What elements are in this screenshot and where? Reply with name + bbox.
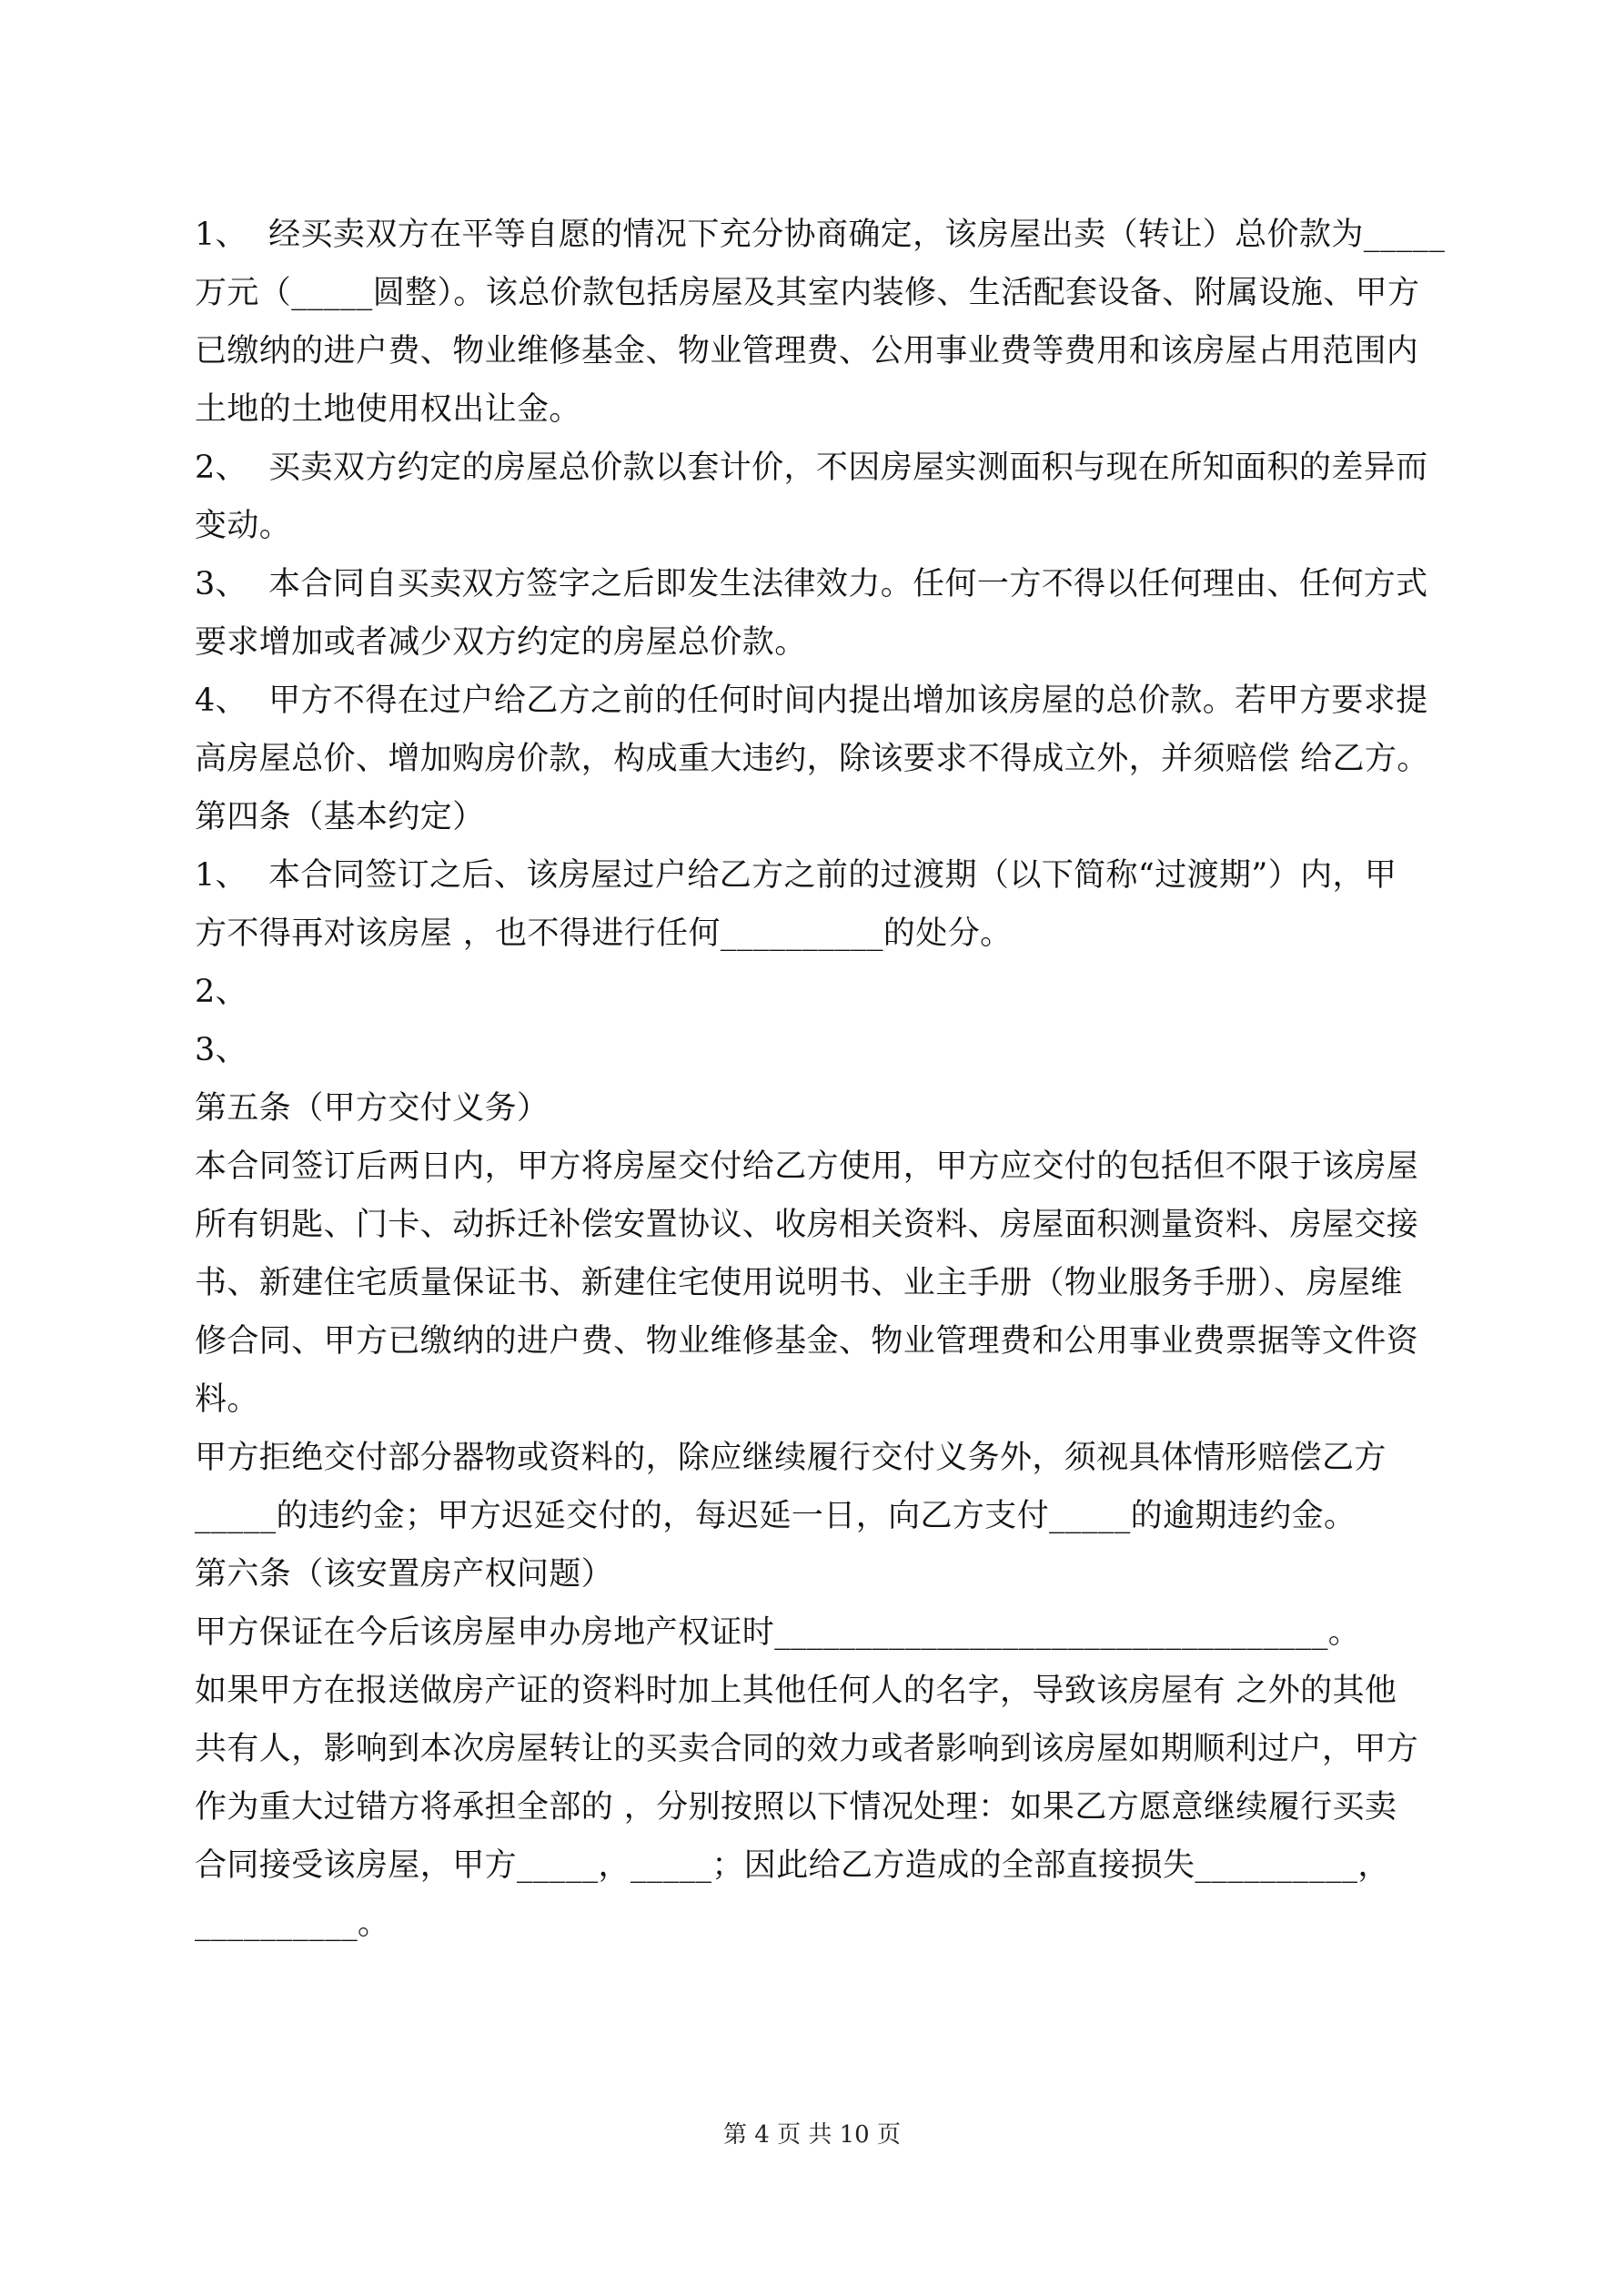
text-line: 变动。 [195, 508, 292, 544]
section-heading: 第六条（该安置房产权问题） [195, 1556, 614, 1593]
text-line: 所有钥匙、门卡、动拆迁补偿安置协议、收房相关资料、房屋面积测量资料、房屋交接 [195, 1207, 1419, 1243]
text-line: 作为重大过错方将承担全部的 ，分别按照以下情况处理：如果乙方愿意继续履行买卖 [195, 1789, 1397, 1826]
contract-body [195, 206, 1445, 1953]
text-line: 修合同、甲方已缴纳的进户费、物业维修基金、物业管理费和公用事业费票据等文件资 [195, 1323, 1419, 1360]
text-line: 甲方保证在今后该房屋申办房地产权证时__________________________________。 [195, 1614, 1361, 1651]
text-line: 甲方拒绝交付部分器物或资料的，除应继续履行交付义务外，须视具体情形赔偿乙方 [195, 1440, 1387, 1476]
page-number-footer: 第 4 页 共 10 页 [723, 2121, 901, 2149]
section-heading: 第四条（基本约定） [195, 799, 485, 835]
text-line: 合同接受该房屋，甲方_____，_____；因此给乙方造成的全部直接损失__________， [195, 1847, 1390, 1884]
text-line: 共有人，影响到本次房屋转让的买卖合同的效力或者影响到该房屋如期顺利过户，甲方 [195, 1731, 1419, 1767]
text-line: __________。 [195, 1906, 390, 1942]
text-line: _____的违约金；甲方迟延交付的，每迟延一日，向乙方支付_____的逾期违约金。 [195, 1498, 1357, 1534]
text-line: 3、 本合同自买卖双方签字之后即发生法律效力。任何一方不得以任何理由、任何方式 [195, 566, 1428, 602]
text-line: 书、新建住宅质量保证书、新建住宅使用说明书、业主手册（物业服务手册）、房屋维 [195, 1265, 1403, 1301]
text-line: 4、 甲方不得在过户给乙方之前的任何时间内提出增加该房屋的总价款。若甲方要求提 [195, 683, 1428, 719]
text-line: 要求增加或者减少双方约定的房屋总价款。 [195, 624, 807, 661]
text-line: 本合同签订后两日内，甲方将房屋交付给乙方使用，甲方应交付的包括但不限于该房屋 [195, 1148, 1419, 1185]
text-line: 2、 买卖双方约定的房屋总价款以套计价，不因房屋实测面积与现在所知面积的差异而 [195, 450, 1428, 486]
text-line: 2、 [195, 974, 248, 1010]
text-line: 3、 [195, 1032, 248, 1068]
text-line: 万元（_____圆整）。该总价款包括房屋及其室内装修、生活配套设备、附属设施、甲方 [195, 275, 1420, 311]
text-line: 如果甲方在报送做房产证的资料时加上其他任何人的名字，导致该房屋有 之外的其他 [195, 1673, 1397, 1709]
text-line: 料。 [195, 1381, 259, 1418]
text-line: 方不得再对该房屋 ，也不得进行任何__________的处分。 [195, 915, 1013, 952]
section-heading: 第五条（甲方交付义务） [195, 1090, 550, 1127]
text-line: 土地的土地使用权出让金。 [195, 391, 581, 428]
text-line: 1、 本合同签订之后、该房屋过户给乙方之前的过渡期（以下简称“过渡期”）内，甲 [195, 857, 1397, 894]
text-line: 1、 经买卖双方在平等自愿的情况下充分协商确定，该房屋出卖（转让）总价款为_____ [195, 217, 1445, 253]
text-line: 高房屋总价、增加购房价款，构成重大违约，除该要求不得成立外，并须赔偿 给乙方。 [195, 741, 1429, 777]
text-line: 已缴纳的进户费、物业维修基金、物业管理费、公用事业费等费用和该房屋占用范围内 [195, 333, 1419, 369]
